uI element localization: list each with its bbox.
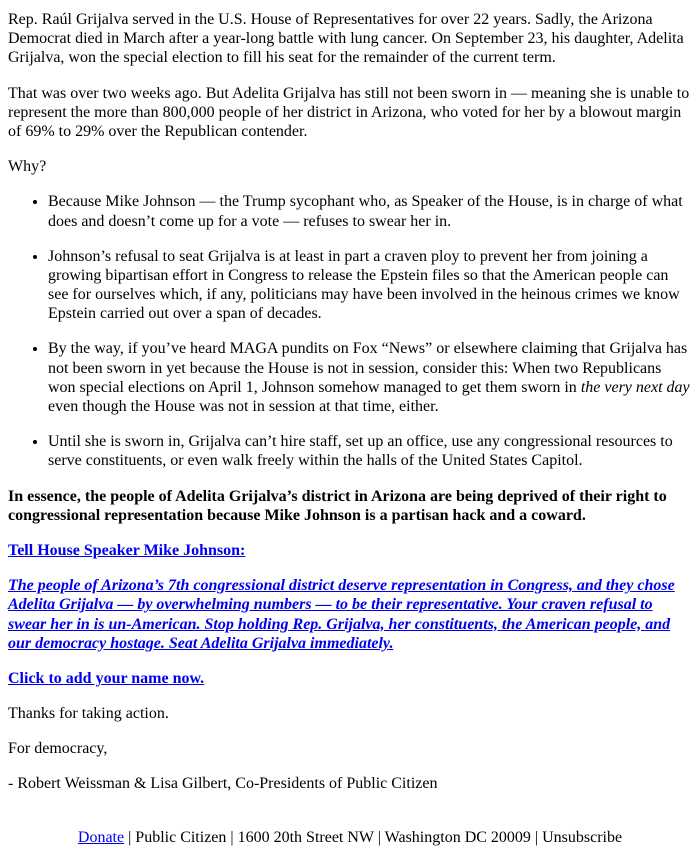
footer-address-text: | Public Citizen | 1600 20th Street NW | Washington DC 20009 | Unsubscribe [124,828,623,846]
tell-johnson-paragraph [8,541,692,560]
bullet-text-after: even though the House was not in session at that time, either. [48,398,439,415]
bullet-text-before: By the way, if you’ve heard MAGA pundits on Fox “News” or elsewhere claiming that Grijalva has not been sworn in yet because the House is not in session, consider this: When two Republicans won special elections on April 1, Johnson somehow managed to get them sworn in [48,340,688,396]
petition-paragraph [8,576,692,653]
paragraph-signature: - Robert Weissman & Lisa Gilbert, Co-Presidents of Public Citizen [8,775,438,793]
add-name-paragraph [8,669,692,688]
paragraph-why: Why? [8,158,47,176]
paragraph-not-sworn-in: That was over two weeks ago. But Adelita Grijalva has still not been sworn in — meaning she is unable to represent the more than 800,000 people of her district in Arizona, who voted for her by a blowout margin of 69% to 29% over the Republican contender. [8,84,690,140]
paragraph-conclusion: In essence, the people of Adelita Grijalva’s district in Arizona are being deprived of their right to congressional representation because Mike Johnson is a partisan hack and a coward. [8,487,667,524]
list-item-no-staff: • Until she is sworn in, Grijalva can’t hire staff, set up an office, use any congressional resources to serve constituents, or even walk freely within the halls of the United States Capitol. [48,432,692,470]
reasons-list [8,192,692,470]
paragraph-thanks: Thanks for taking action. [8,705,169,723]
bullet-text-italic: the very next day [580,378,690,396]
add-your-name-link[interactable]: Click to add your name now. [8,669,205,687]
list-item-johnson-refuses: • Because Mike Johnson — the Trump sycophant who, as Speaker of the House, is in charge of what does and doesn’t come up for a vote — refuses to swear her in. [48,192,692,230]
donate-link[interactable]: Donate [77,828,125,846]
footer [8,828,692,847]
paragraph-intro: Rep. Raúl Grijalva served in the U.S. House of Representatives for over 22 years. Sadly, the Arizona Democrat died in March after a year-long battle with lung cancer. On September 23, his daughter, Adelita Grijalva, won the special election to fill his seat for the remainder of the current term. [8,11,684,67]
tell-johnson-link[interactable]: Tell House Speaker Mike Johnson: [8,541,246,559]
paragraph-closing: For democracy, [8,740,108,758]
petition-text-link[interactable]: The people of Arizona’s 7th congressional district deserve representation in Congress, and they chose Adelita Grijalva — by overwhelming numbers — to be their representative. Your craven refusal to swear her in is un-American. Stop holding Rep. Grijalva, her constituents, the American people, and our democracy hostage. Seat Adelita Grijalva immediately. [8,577,675,652]
list-item-maga-pundits [48,339,692,416]
list-item-epstein-files: • Johnson’s refusal to seat Grijalva is at least in part a craven ploy to prevent her from joining a growing bipartisan effort in Congress to release the Epstein files so that the American people can see for ourselves which, if any, politicians may have been involved in the heinous crimes we know Epstein carried out over a span of decades. [48,247,692,324]
